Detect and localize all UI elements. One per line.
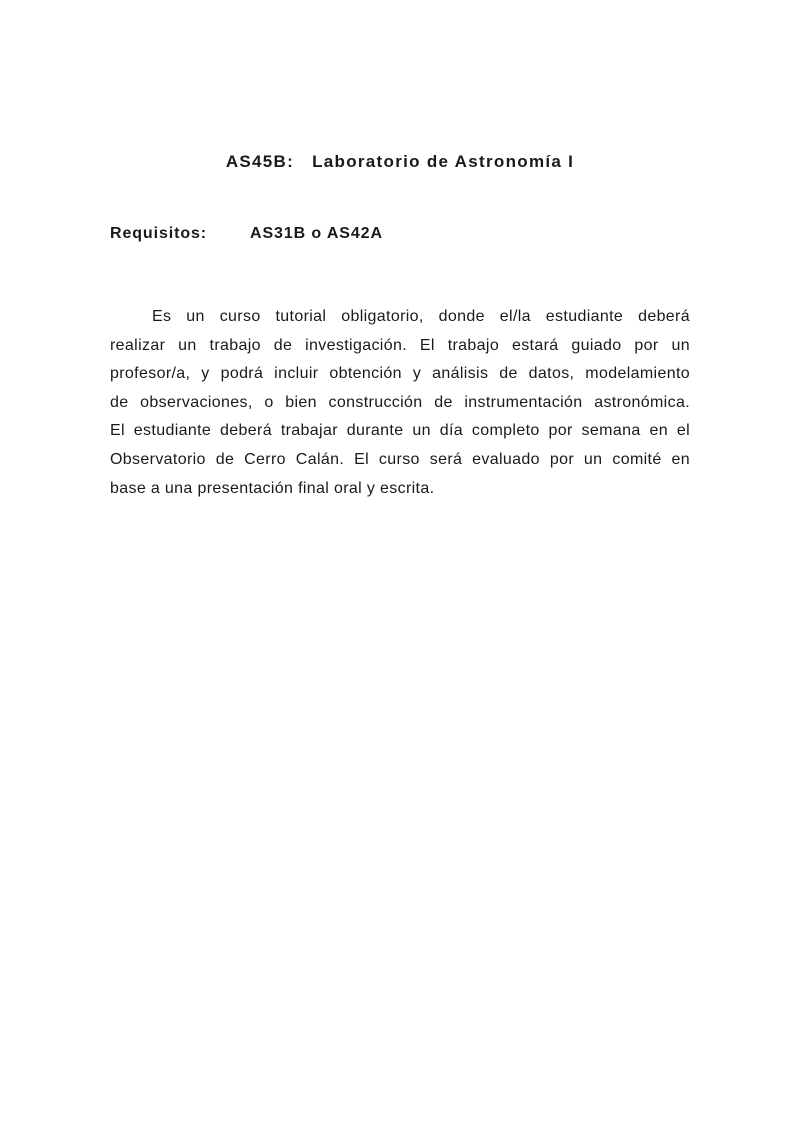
course-name: Laboratorio de Astronomía I xyxy=(312,152,575,171)
course-code: AS45B: xyxy=(225,152,295,171)
requisites-label: Requisitos: xyxy=(110,225,208,242)
description-line: realizar un trabajo de investigación. El trabajo estará guiado por un xyxy=(110,336,690,354)
requisites-row xyxy=(110,225,383,243)
description-line: profesor/a, y podrá incluir obtención y análisis de datos, modelamiento xyxy=(110,365,690,383)
requisites-value: AS31B o AS42A xyxy=(250,225,383,242)
description-line: Es un curso tutorial obligatorio, donde el/la estudiante deberá xyxy=(152,308,690,325)
description-line: de observaciones, o bien construcción de instrumentación astronómica. xyxy=(110,393,690,411)
course-description xyxy=(110,303,690,503)
description-line: El estudiante deberá trabajar durante un día completo por semana en el xyxy=(110,422,690,440)
description-line: base a una presentación final oral y escrita. xyxy=(110,479,435,497)
course-title xyxy=(0,152,800,172)
description-line: Observatorio de Cerro Calán. El curso será evaluado por un comité en xyxy=(110,450,690,468)
